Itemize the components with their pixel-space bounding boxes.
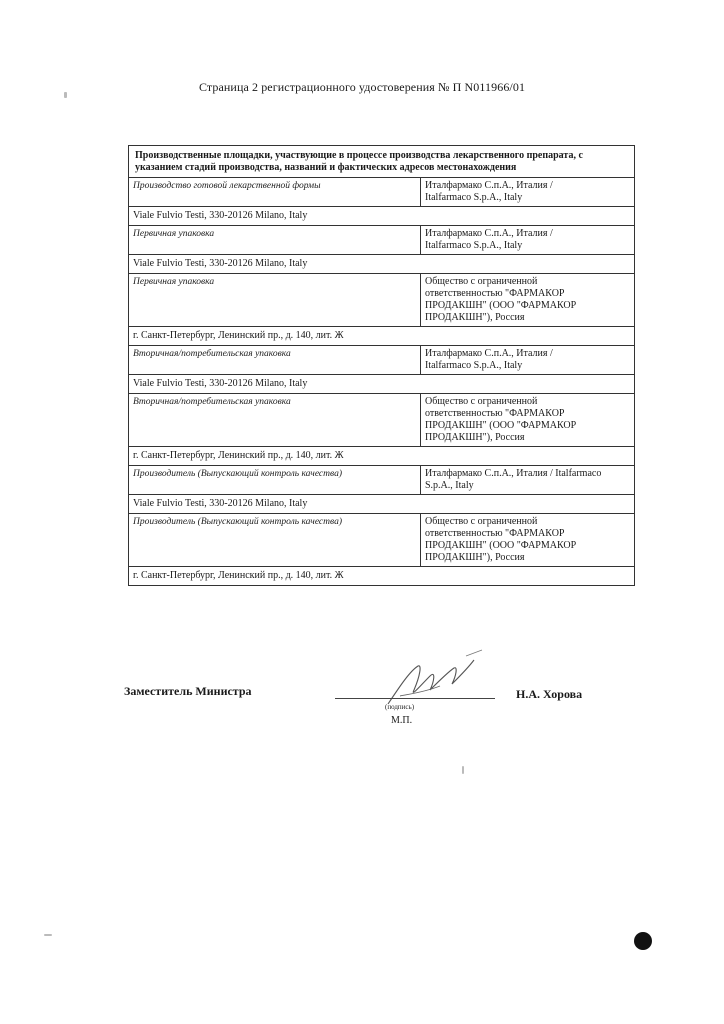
company-name	[420, 346, 634, 374]
production-stage: Производитель (Выпускающий контроль качества)	[133, 517, 342, 527]
signature-block	[0, 640, 724, 760]
site-address: г. Санкт-Петербург, Ленинский пр., д. 140, лит. Ж	[129, 447, 634, 466]
table-header: Производственные площадки, участвующие в процессе производства лекарственного препарата, с указанием стадий производства, названий и фактических адресов местонахождения	[129, 146, 634, 178]
site-address: г. Санкт-Петербург, Ленинский пр., д. 140, лит. Ж	[129, 327, 634, 346]
company-line: ПРОДАКШН"), Россия	[425, 552, 525, 563]
company-line: ответственностью "ФАРМАКОР	[425, 528, 565, 539]
company-name	[420, 178, 634, 206]
company-line: ответственностью "ФАРМАКОР	[425, 408, 565, 419]
production-stage: Вторичная/потребительская упаковка	[133, 397, 291, 407]
company-line: Италфармако С.п.А., Италия /	[425, 180, 553, 191]
company-line: Италфармако С.п.А., Италия /	[425, 228, 553, 239]
company-name	[420, 466, 634, 494]
page-title: Страница 2 регистрационного удостоверения № П N011966/01	[198, 80, 526, 94]
scan-speck	[462, 766, 464, 774]
manufacturing-sites-table	[128, 145, 635, 586]
signer-position: Заместитель Министра	[124, 684, 252, 698]
production-stage: Производство готовой лекарственной формы	[133, 181, 321, 191]
company-line: Италфармако С.п.А., Италия /	[425, 348, 553, 359]
company-line: S.p.A., Italy	[425, 480, 474, 491]
signature-caption: (подпись)	[385, 703, 415, 711]
company-line: ПРОДАКШН" (ООО "ФАРМАКОР	[425, 540, 577, 551]
scan-speck	[64, 92, 67, 98]
scan-speck	[44, 934, 52, 936]
company-name	[420, 274, 634, 326]
company-line: Общество с ограниченной	[425, 276, 538, 287]
production-stage: Производитель (Выпускающий контроль качества)	[133, 469, 342, 479]
stage-row	[129, 274, 634, 327]
table-sections	[129, 178, 634, 586]
company-line: Общество с ограниченной	[425, 396, 538, 407]
site-address: Viale Fulvio Testi, 330-20126 Milano, Italy	[129, 255, 634, 274]
company-line: Italfarmaco S.p.A., Italy	[425, 240, 523, 251]
punch-hole-mark	[634, 932, 652, 950]
company-line: ответственностью "ФАРМАКОР	[425, 288, 565, 299]
company-line: Италфармако С.п.А., Италия / Italfarmaco	[425, 468, 602, 479]
company-line: ПРОДАКШН"), Россия	[425, 312, 525, 323]
company-name	[420, 394, 634, 446]
stage-row	[129, 514, 634, 567]
stage-row	[129, 394, 634, 447]
seal-label: М.П.	[391, 715, 413, 726]
stage-row	[129, 466, 634, 495]
stage-row	[129, 346, 634, 375]
company-line: Italfarmaco S.p.A., Italy	[425, 360, 523, 371]
production-stage: Первичная упаковка	[133, 229, 215, 239]
site-address: г. Санкт-Петербург, Ленинский пр., д. 140, лит. Ж	[129, 567, 634, 586]
company-name	[420, 514, 634, 566]
site-address: Viale Fulvio Testi, 330-20126 Milano, Italy	[129, 495, 634, 514]
stage-row	[129, 178, 634, 207]
company-line: Italfarmaco S.p.A., Italy	[425, 192, 523, 203]
company-line: ПРОДАКШН" (ООО "ФАРМАКОР	[425, 420, 577, 431]
company-line: Общество с ограниченной	[425, 516, 538, 527]
signature-line	[335, 698, 495, 699]
site-address: Viale Fulvio Testi, 330-20126 Milano, Italy	[129, 375, 634, 394]
company-name	[420, 226, 634, 254]
company-line: ПРОДАКШН"), Россия	[425, 432, 525, 443]
production-stage: Первичная упаковка	[133, 277, 215, 287]
site-address: Viale Fulvio Testi, 330-20126 Milano, Italy	[129, 207, 634, 226]
signer-name: Н.А. Хорова	[516, 687, 583, 701]
company-line: ПРОДАКШН" (ООО "ФАРМАКОР	[425, 300, 577, 311]
stage-row	[129, 226, 634, 255]
production-stage: Вторичная/потребительская упаковка	[133, 349, 291, 359]
